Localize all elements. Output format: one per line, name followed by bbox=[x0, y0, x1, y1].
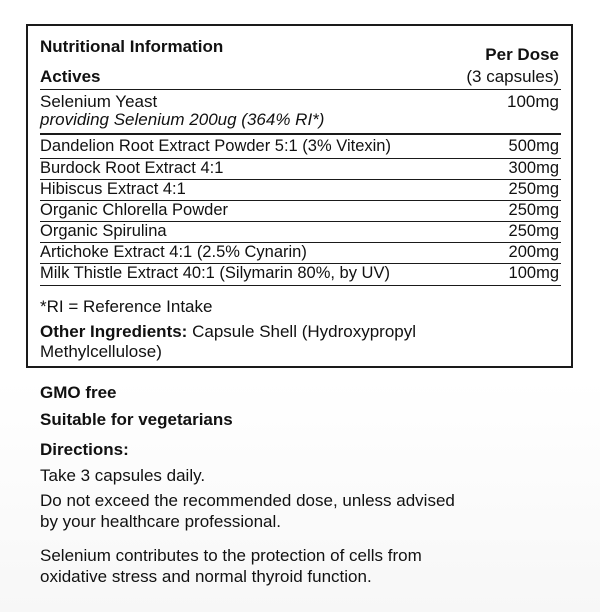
selenium-value: 100mg bbox=[507, 92, 559, 111]
ingredient-name: Artichoke Extract 4:1 (2.5% Cynarin) bbox=[40, 243, 307, 261]
other-ingredients-continued: Methylcellulose) bbox=[40, 342, 162, 361]
gmo-free-claim: GMO free bbox=[40, 383, 117, 402]
capsules-note: (3 capsules) bbox=[466, 67, 559, 86]
panel-title: Nutritional Information bbox=[40, 37, 224, 56]
ingredient-value: 250mg bbox=[508, 201, 559, 219]
ingredient-name: Milk Thistle Extract 40:1 (Silymarin 80%, by UV) bbox=[40, 264, 390, 282]
ingredient-value: 100mg bbox=[508, 264, 559, 282]
row-divider bbox=[40, 285, 561, 286]
health-claim-line2: oxidative stress and normal thyroid function. bbox=[40, 567, 372, 586]
other-ingredients bbox=[40, 323, 416, 340]
directions-heading: Directions: bbox=[40, 440, 129, 459]
directions-warning-line1: Do not exceed the recommended dose, unless advised bbox=[40, 491, 455, 510]
ingredient-name: Hibiscus Extract 4:1 bbox=[40, 180, 186, 198]
nutrition-panel bbox=[26, 24, 573, 368]
directions-dose: Take 3 capsules daily. bbox=[40, 466, 206, 485]
ingredient-value: 200mg bbox=[508, 243, 559, 261]
ingredient-name: Organic Spirulina bbox=[40, 222, 167, 240]
ingredient-name: Burdock Root Extract 4:1 bbox=[40, 159, 224, 177]
ingredient-value: 300mg bbox=[508, 159, 559, 177]
ingredient-value: 250mg bbox=[508, 222, 559, 240]
ingredient-value: 500mg bbox=[508, 137, 559, 155]
divider-selenium bbox=[40, 133, 561, 135]
other-ingredients-text: Capsule Shell (Hydroxypropyl bbox=[192, 322, 417, 341]
divider-actives bbox=[40, 89, 561, 90]
health-claim-line1: Selenium contributes to the protection of cells from bbox=[40, 546, 422, 565]
selenium-name: Selenium Yeast bbox=[40, 92, 158, 111]
actives-label: Actives bbox=[40, 67, 101, 86]
ingredient-name: Organic Chlorella Powder bbox=[40, 201, 229, 219]
directions-warning-line2: by your healthcare professional. bbox=[40, 512, 281, 531]
selenium-providing: providing Selenium 200ug (364% RI*) bbox=[40, 110, 325, 129]
vegetarian-claim: Suitable for vegetarians bbox=[40, 410, 233, 429]
ingredient-value: 250mg bbox=[508, 180, 559, 198]
other-ingredients-label: Other Ingredients: bbox=[40, 322, 188, 341]
per-dose-header: Per Dose bbox=[485, 45, 559, 64]
ingredient-name: Dandelion Root Extract Powder 5:1 (3% Vitexin) bbox=[40, 137, 391, 155]
ri-note: *RI = Reference Intake bbox=[40, 297, 213, 316]
